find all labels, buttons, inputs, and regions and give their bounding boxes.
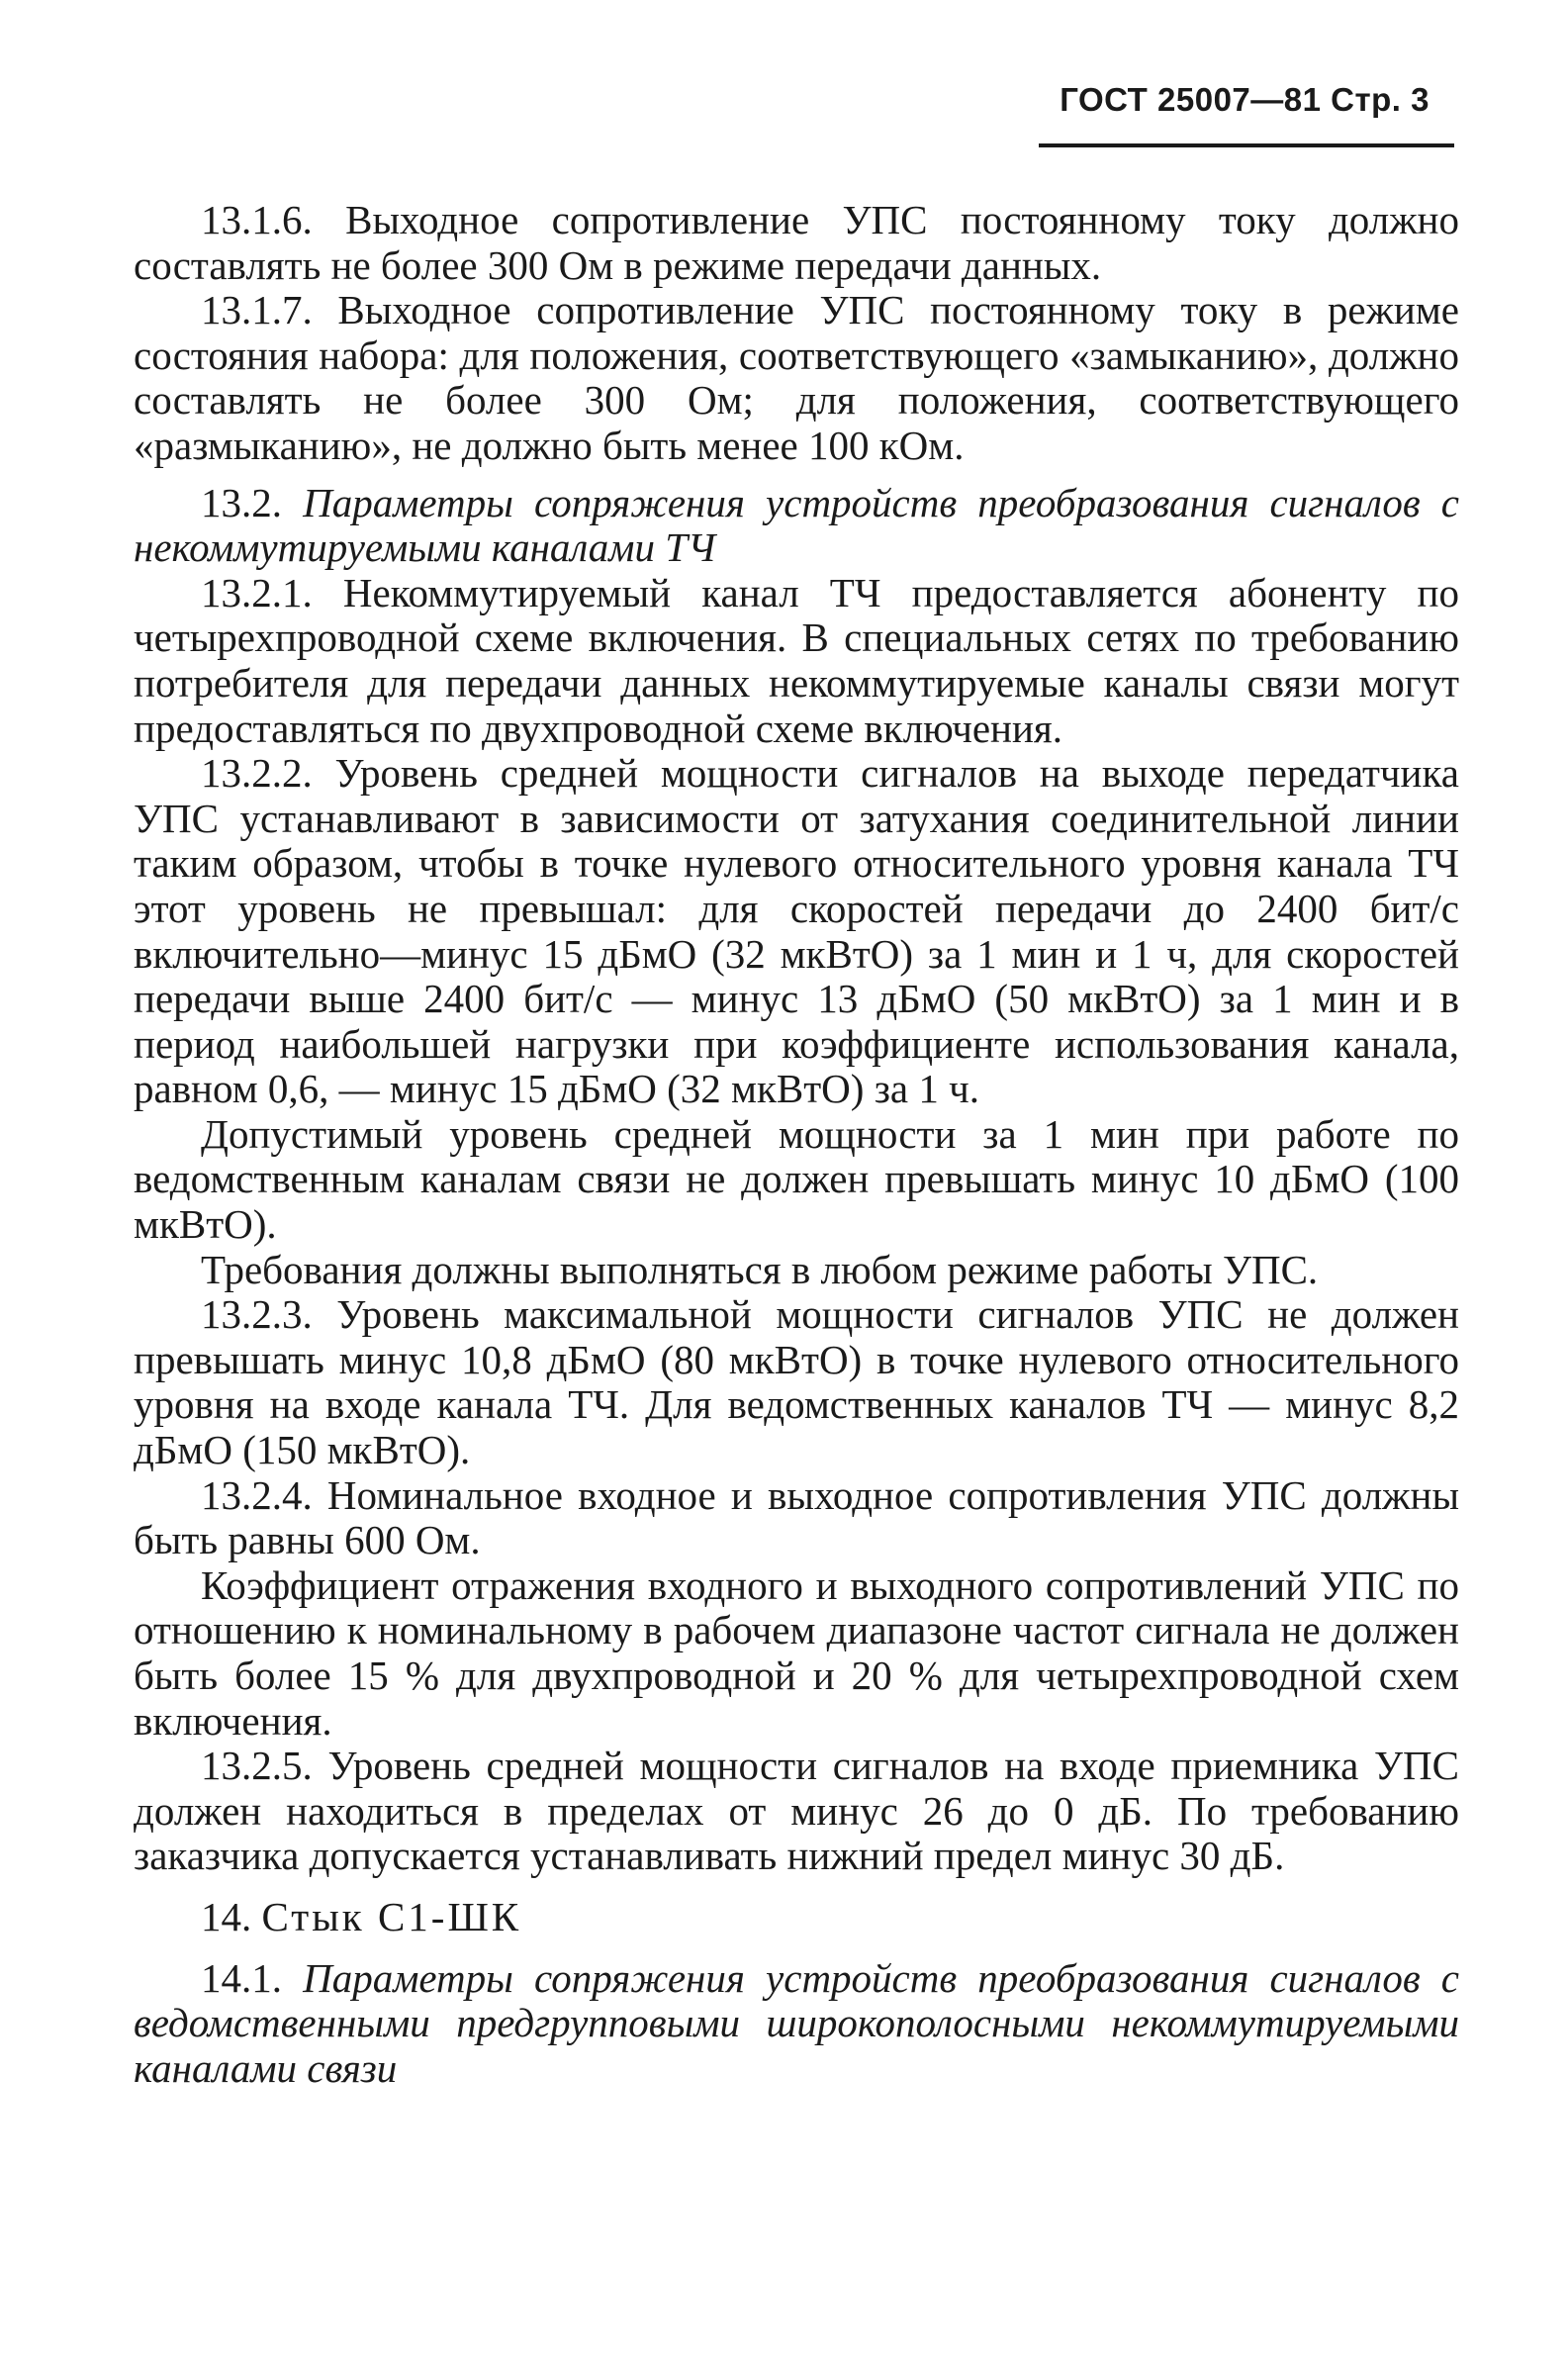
paragraph-permissible-level: Допустимый уровень средней мощности за 1 мин при работе по ведомственным каналам связи не должен превышать минус 10 дБмО (100 мкВтО). — [134, 1110, 1459, 1248]
document-body — [134, 198, 1459, 2091]
paragraph-reflection-coefficient: Коэффициент отражения входного и выходного сопротивлений УПС по отношению к номинальному в рабочем диапазоне частот сигнала не должен быть более 15 % для двухпроводной и 20 % для четырехпроводной схем включения. — [134, 1561, 1459, 1744]
paragraph-requirements: Требования должны выполняться в любом режиме работы УПС. — [201, 1246, 1319, 1292]
paragraph-13-2-3: 13.2.3. Уровень максимальной мощности сигналов УПС не должен превышать минус 10,8 дБмО (80 мкВтО) в точке нулевого относительного уровня на входе канала ТЧ. Для ведомственных каналов ТЧ — минус 8,2 дБмО (150 мкВтО). — [134, 1291, 1459, 1473]
section-14-1-number: 14.1. — [201, 1954, 282, 2001]
section-14-1-title: Параметры сопряжения устройств преобразования сигналов с ведомственными предгрупповыми широкополосными некоммутируемыми каналами связи — [134, 1954, 1460, 2091]
section-13-2-number: 13.2. — [201, 479, 282, 525]
header-rule — [1039, 143, 1454, 147]
paragraph-13-2-4: 13.2.4. Номинальное входное и выходное сопротивления УПС должны быть равны 600 Ом. — [134, 1471, 1459, 1563]
paragraph-13-2-1: 13.2.1. Некоммутируемый канал ТЧ предоставляется абоненту по четырехпроводной схеме включения. В специальных сетях по требованию потребителя для передачи данных некоммутируемые каналы связи могут предоставляться по двухпроводной схеме включения. — [134, 569, 1459, 751]
section-14-heading — [134, 1895, 1459, 1940]
paragraph-13-1-6: 13.1.6. Выходное сопротивление УПС постоянному току должно составлять не более 300 Ом в режиме передачи данных. — [134, 197, 1459, 288]
section-14-title: Стык С1-ШК — [261, 1893, 522, 1939]
paragraph-13-1-7: 13.1.7. Выходное сопротивление УПС постоянному току в режиме состояния набора: для положения, соответствующего «замыканию», должно составлять не более 300 Ом; для положения, соответствующего «размыканию», не должно быть менее 100 кОм. — [134, 287, 1459, 468]
section-14-number: 14. — [201, 1893, 252, 1939]
paragraph-13-2-5: 13.2.5. Уровень средней мощности сигналов на входе приемника УПС должен находиться в пределах от минус 26 до 0 дБ. По требованию заказчика допускается устанавливать нижний предел минус 30 дБ. — [134, 1743, 1459, 1879]
section-14-1-heading — [134, 1956, 1459, 2092]
paragraph-13-2-2: 13.2.2. Уровень средней мощности сигналов на выходе передатчика УПС устанавливают в зависимости от затухания соединительной линии таким образом, чтобы в точке нулевого относительного уровня канала ТЧ этот уровень не превышал: для скоростей передачи до 2400 бит/с включительно—минус 15 дБмО (32 мкВтО) за 1 мин и 1 ч, для скоростей передачи выше 2400 бит/с — минус 13 дБмО (50 мкВтО) за 1 мин и в период наибольшей нагрузки при коэффициенте использования канала, равном 0,6, — минус 15 дБмО (32 мкВтО) за 1 ч. — [134, 750, 1459, 1112]
section-13-2-heading — [134, 481, 1459, 571]
page-header: ГОСТ 25007—81 Стр. 3 — [1060, 81, 1430, 118]
section-13-2-title: Параметры сопряжения устройств преобразования сигналов с некоммутируемыми каналами ТЧ — [134, 479, 1460, 571]
